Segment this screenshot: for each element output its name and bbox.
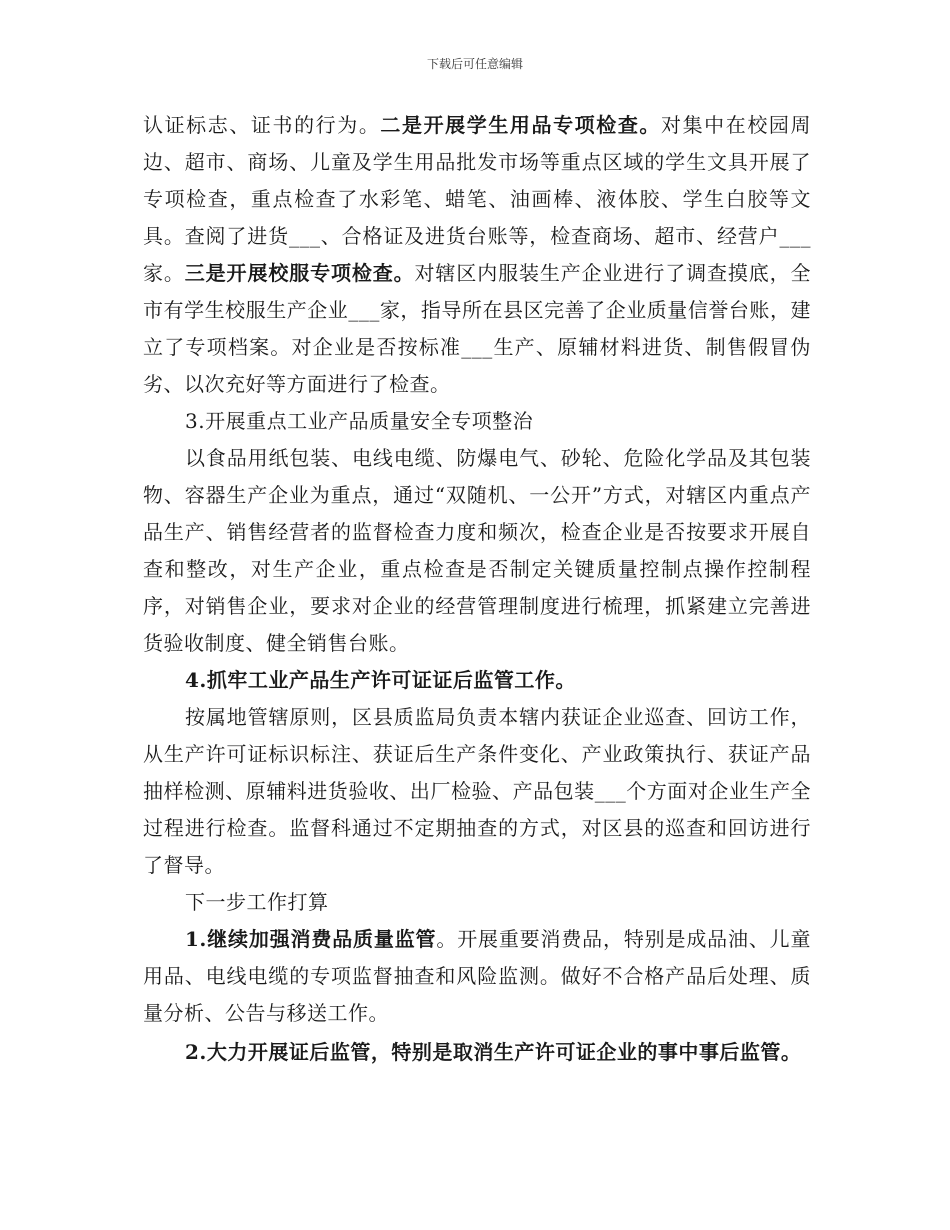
section-heading-4 [143,662,811,699]
paragraph-next-step-1 [143,921,811,1032]
document-body [143,107,811,1071]
bold-heading-license: 4.抓牢工业产品生产许可证证后监管工作。 [185,668,576,692]
paragraph-next-step-2 [143,1034,811,1071]
text-segment: 对辖区内服装生产企业进行了调查摸底，全市有学生校服生产企业___家，指导所在县区完善了企业质量信誉台账，建立了专项档案。对企业是否按标准___生产、原辅材料进货、制售假冒伪劣、以次充好等方面进行了检查。 [143,261,812,396]
paragraph-industrial-products: 以食品用纸包装、电线电缆、防爆电气、砂轮、危险化学品及其包装物、容器生产企业为重点，通过“双随机、一公开”方式，对辖区内重点产品生产、销售经营者的监督检查力度和频次，检查企业是否按要求开展自查和整改，对生产企业，重点检查是否制定关键质量控制点操作控制程序，对销售企业，要求对企业的经营管理制度进行梳理，抓紧建立完善进货验收制度、健全销售台账。 [143,446,811,655]
page-header: 下载后可任意编辑 [426,57,523,71]
bold-heading-consumer-goods: 1.继续加强消费品质量监管 [185,927,437,951]
bold-heading-uniform: 三是开展校服专项检查。 [184,261,415,285]
bold-heading-post-license: 2.大力开展证后监管，特别是取消生产许可证企业的事中事后监管。 [185,1040,802,1064]
paragraph-license-supervision: 按属地管辖原则，区县质监局负责本辖内获证企业巡查、回访工作，从生产许可证标识标注、获证后生产条件变化、产业政策执行、获证产品抽样检测、原辅料进货验收、出厂检验、产品包装___个方面对企业生产全过程进行检查。监督科通过不定期抽查的方式，对区县的巡查和回访进行了督导。 [143,705,811,877]
paragraph-student-supplies [143,107,811,403]
bold-heading-student-supplies: 二是开展学生用品专项检查。 [380,113,662,137]
text-segment: 对集中在校园周边、超市、商场、儿童及学生用品批发市场等重点区域的学生文具开展了专项检查，重点检查了水彩笔、蜡笔、油画棒、液体胶、学生白胶等文具。查阅了进货___、合格证及进货台账等，检查商场、超市、经营户___家。 [143,113,812,285]
text-segment: 。开展重要消费品，特别是成品油、儿童用品、电线电缆的专项监督抽查和风险监测。做好不合格产品后处理、质量分析、公告与移送工作。 [143,927,811,1025]
section-heading-3: 3.开展重点工业产品质量安全专项整治 [185,409,534,433]
next-steps-title: 下一步工作打算 [185,890,329,914]
text-segment: 认证标志、证书的行为。 [143,113,381,137]
